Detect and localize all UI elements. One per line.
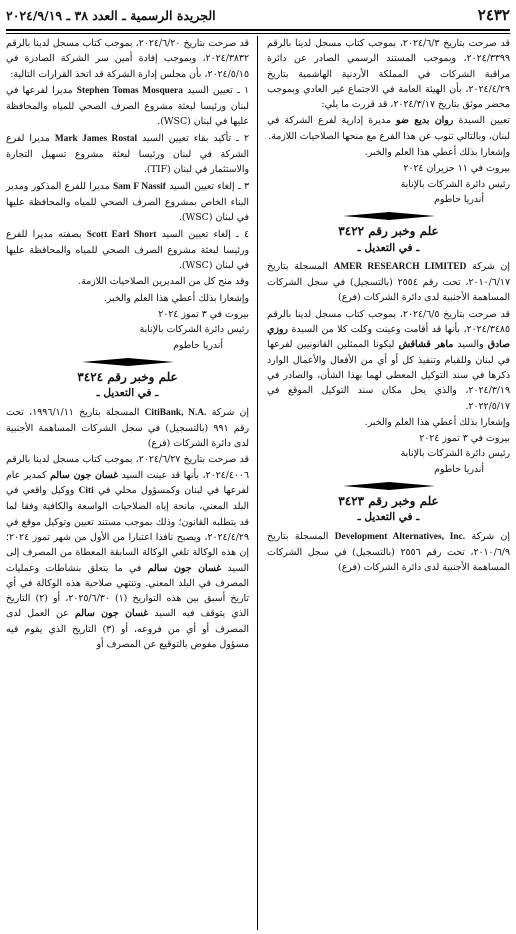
paragraph: وقد منح كل من المديرين الصلاحيات اللازمة. [78, 276, 249, 288]
notice-subtitle: ـ في التعديل ـ [357, 511, 420, 524]
divider-ornament [82, 358, 174, 366]
company-name: AMER RESEARCH LIMITED [333, 261, 467, 272]
notice-title: علم وخبر رقم ٣٤٢٤ [77, 369, 178, 384]
page-number: ٢٤٣٢ [477, 6, 510, 24]
signer-title: رئيس دائرة الشركات بالإنابة [400, 448, 510, 460]
signer-title: رئيس دائرة الشركات بالإنابة [400, 178, 510, 190]
paragraph: وإشعارا بذلك أعطي هذا العلم والخبر. [103, 292, 249, 304]
paragraph: تعيين السيدة روان بديع ضو مديرة إدارية لفرع الشركة في لبنان، وبالتالي تنوب عن هذا الفرع مع منحها الصلاحيات اللازمة. [267, 115, 510, 142]
person-name: Stephen Tomas Mosquera [76, 85, 183, 96]
paragraph: قد صرحت بتاريخ ٢٠٢٤/٦/٥، بموجب كتاب مسجل لدينا بالرقم ٢٠٢٤/٣٤٨٥، بأنها قد أقامت وعينت وكلت كلا من السيدة روزي صادق والسيد ماهر قشاقش ليكونا الممثلين القانونيين لفرعها في لبنان وللقيام وتنفيذ كل أو أي من الأفعال والأعمال الوارد ذكرها في سند التوكيل المعطى لهما بهذا الشأن، والصادر في ٢٠٢٤/٣/١٩، والذي يحل مكان سند التوكيل الموقع في ٢٠٢٢/٥/١٧. [267, 308, 510, 412]
notice-3422 [267, 224, 510, 477]
notice-continuation [6, 36, 249, 353]
person-name: Sam F Nassif [112, 181, 166, 192]
list-item: ٣ ـ إلغاء تعيين السيد Sam F Nassif مديرا للفرع المذكور ومدير البناء الخاص بمشروع الصرف الصحي للمياه والمحافظة عليها في لبنان (WSC). [6, 180, 250, 224]
page-header [6, 4, 510, 26]
person-name: ماهر قشاقش [398, 339, 454, 351]
paragraph: وإشعارا بذلك أعطي هذا العلم والخبر. [364, 416, 510, 428]
header-rule [6, 29, 510, 34]
divider-ornament [343, 212, 435, 220]
signer-name: أندريا حاطوم [173, 339, 223, 351]
company-name: Development Alternatives, Inc. [334, 531, 466, 542]
notice-continuation [267, 36, 510, 207]
list-item: ٤ ـ إلغاء تعيين السيد Scott Earl Short بصفته مديرا للفرع ورئيسا لبعثة مشروع الصرف الصحي للمياه والمحافظة عليها في لبنان (WSC). [6, 228, 249, 272]
signature-date: بيروت في ١١ حزيران ٢٠٢٤ [403, 163, 510, 175]
signature-date: بيروت في ٣ تموز ٢٠٢٤ [158, 309, 249, 321]
person-name: Scott Earl Short [86, 229, 157, 240]
left-column [6, 36, 249, 653]
person-name: غسان جون سالم [147, 562, 222, 574]
divider-ornament [343, 482, 435, 490]
notice-title: علم وخبر رقم ٣٤٢٣ [338, 494, 439, 509]
list-item: ١ ـ تعيين السيد Stephen Tomas Mosquera مديرا لفرعها في لبنان ورئيسا لبعثة مشروع الصرف الصحي للمياه والمحافظة عليها في لبنان (WSC). [6, 84, 249, 128]
notice-subtitle: ـ في التعديل ـ [357, 241, 420, 254]
right-column [267, 36, 510, 577]
signer-title: رئيس دائرة الشركات بالإنابة [139, 324, 249, 336]
person-name: روان بديع ضو [396, 115, 454, 127]
person-name: روزي صادق [267, 324, 510, 351]
person-name: غسان جون سالم [74, 608, 149, 620]
notice-3423 [267, 494, 510, 575]
notice-title: علم وخبر رقم ٣٤٢٢ [338, 224, 439, 239]
signer-name: أندريا حاطوم [434, 463, 484, 475]
paragraph: إن شركة CitiBank, N.A. المسجلة بتاريخ ١٩٩٦/١/١١، تحت رقم ٩٩١ (بالتسجيل) في سجل الشركات المساهمة الأجنبية لدى دائرة الشركات (فرع) [6, 406, 250, 450]
notice-subtitle: ـ في التعديل ـ [96, 387, 159, 400]
paragraph: قد صرحت بتاريخ ٢٠٢٤/٦/٢٧، بموجب كتاب مسجل لدينا بالرقم ٢٠٢٤/٤٠٠٦، بأنها قد عينت السيد غسان جون سالم كمدير عام لفرعها في لبنان وكمسؤول محلي في Citi ووكيل واقعي في البلد المعني، مانحة إياه الصلاحيات الواسعة والكافية وفقا لما قد يتطلبه القانون؛ وذلك بموجب مستند تعيين وتوكيل موقع في ٢٠٢٤/٤/٢٩، ويصبح نافذا اعتبارا من الأول من شهر تموز ٢٠٢٤؛ إن هذه الوكالة تلغي الوكالة السابقة المعطاة من المصرف إلى السيد غسان جون سالم في ما يتعلق بنشاطات وعمليات المصرف في البلد المعني. وتنتهي صلاحية هذه الوكالة في أي تاريخ أسبق بين هذه التواريخ (١) ٢٠٢٥/٦/٣٠، أو (٢) التاريخ الذي يتوقف فيه السيد غسان جون سالم عن العمل لدى المصرف أو أي من فروعه، أو (٣) التاريخ الذي يقوم فيه مسؤول مفوض بالتوقيع عن المصرف أو [6, 454, 250, 650]
signature-date: بيروت في ٣ تموز ٢٠٢٤ [419, 433, 510, 445]
signer-name: أندريا حاطوم [434, 193, 484, 205]
column-divider [257, 36, 258, 930]
company-name: CitiBank, N.A. [144, 407, 207, 418]
list-item: ٢ ـ تأكيد بقاء تعيين السيد Mark James Rostal مديرا لفرع الشركة في لبنان ورئيسا لبعثة مشروع تسهيل التجارة والاستثمار في لبنان (TIF). [6, 132, 249, 176]
paragraph: إن شركة Development Alternatives, Inc. المسجلة بتاريخ ٢٠١٠/٦/٩، تحت رقم ٢٥٥٦ (بالتسجيل) في سجل الشركات المساهمة الأجنبية لدى دائرة الشركات (فرع) [267, 530, 511, 574]
paragraph: قد صرحت بتاريخ ٢٠٢٤/٦/٣، بموجب كتاب مسجل لدينا بالرقم ٢٠٢٤/٣٣٩٩، وبموجب المستند الرسمي الصادر عن دائرة مراقبة الشركات في المملكة الأردنية الهاشمية بتاريخ ٢٠٢٤/٤/٢٩، بأن الهيئة العامة في الاجتماع غير العادي وبموجب محضر موثق بتاريخ ٢٠٢٤/٣/١٧، قد قررت ما يلي: [267, 38, 510, 111]
paragraph: إن شركة AMER RESEARCH LIMITED المسجلة بتاريخ ٢٠١٠/٦/١٧، تحت رقم ٢٥٥٤ (بالتسجيل) في سجل الشركات المساهمة الأجنبية لدى دائرة الشركات (فرع) [267, 260, 510, 304]
running-title: الجريدة الرسمية ـ العدد ٣٨ ـ ٢٠٢٤/٩/١٩ [6, 7, 216, 23]
paragraph: قد صرحت بتاريخ ٢٠٢٤/٦/٢٠، بموجب كتاب مسجل لدينا بالرقم ٢٠٢٤/٣٨٣٢، وبموجب إفادة أمين سر الشركة الصادرة في ٢٠٢٤/٥/١٥، بأن مجلس إدارة الشركة قد اتخذ القرارات التالية: [6, 38, 249, 80]
paragraph: وإشعارا بذلك أعطي هذا العلم والخبر. [364, 147, 510, 159]
notice-3424 [6, 370, 249, 652]
person-name: غسان جون سالم [49, 469, 118, 481]
person-name: Mark James Rostal [54, 133, 138, 144]
brand-name: Citi [78, 486, 94, 497]
